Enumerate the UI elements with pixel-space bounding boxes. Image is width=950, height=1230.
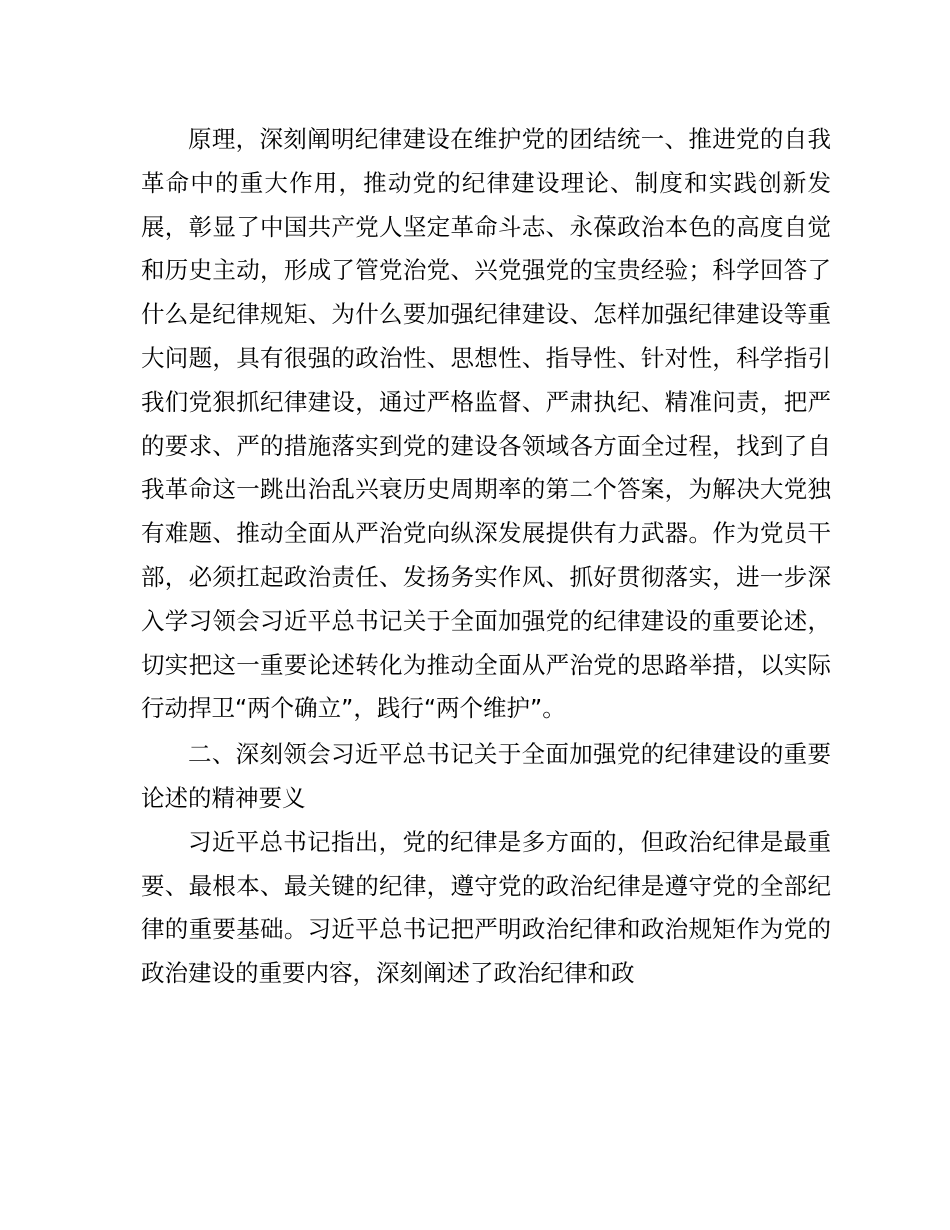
document-body — [141, 118, 831, 996]
paragraph-continued-discipline-theory: 原理，深刻阐明纪律建设在维护党的团结统一、推进党的自我革命中的重大作用，推动党的纪律建设理论、制度和实践创新发展，彰显了中国共产党人坚定革命斗志、永葆政治本色的高度自觉和历史主动，形成了管党治党、兴党强党的宝贵经验；科学回答了什么是纪律规矩、为什么要加强纪律建设、怎样加强纪律建设等重大问题，具有很强的政治性、思想性、指导性、针对性，科学指引我们党狠抓纪律建设，通过严格监督、严肃执纪、精准问责，把严的要求、严的措施落实到党的建设各领域各方面全过程，找到了自我革命这一跳出治乱兴衰历史周期率的第二个答案，为解决大党独有难题、推动全面从严治党向纵深发展提供有力武器。作为党员干部，必须扛起政治责任、发扬务实作风、抓好贯彻落实，进一步深入学习领会习近平总书记关于全面加强党的纪律建设的重要论述，切实把这一重要论述转化为推动全面从严治党的思路举措，以实际行动捍卫“两个确立”，践行“两个维护”。 — [141, 125, 831, 723]
section-heading-two: 二、深刻领会习近平总书记关于全面加强党的纪律建设的重要论述的精神要义 — [141, 740, 831, 812]
paragraph-political-discipline: 习近平总书记指出，党的纪律是多方面的，但政治纪律是最重要、最根本、最关键的纪律，遵守党的政治纪律是遵守党的全部纪律的重要基础。习近平总书记把严明政治纪律和政治规矩作为党的政治建设的重要内容，深刻阐述了政治纪律和政 — [141, 827, 831, 988]
